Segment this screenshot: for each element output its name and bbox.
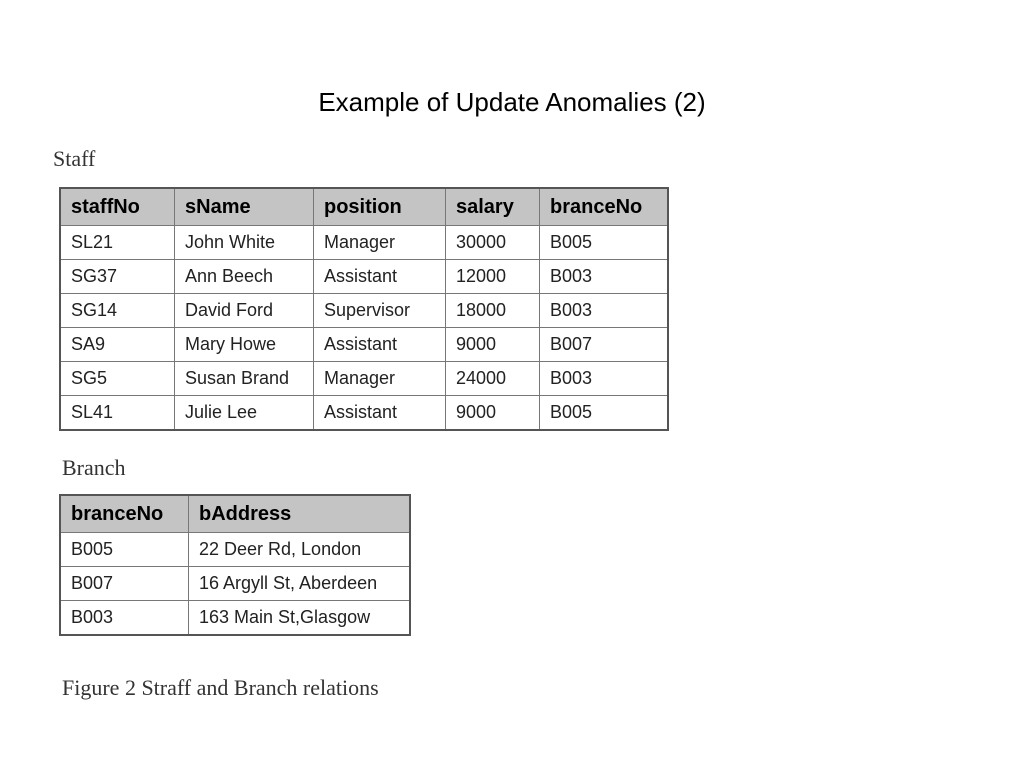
table-cell: SG37 <box>60 260 175 294</box>
table-cell: Supervisor <box>314 294 446 328</box>
table-cell: Mary Howe <box>175 328 314 362</box>
table-cell: Assistant <box>314 260 446 294</box>
table-row <box>60 362 668 396</box>
table-cell: SL41 <box>60 396 175 431</box>
column-header: salary <box>446 188 540 226</box>
table-cell: 24000 <box>446 362 540 396</box>
table-row <box>60 396 668 431</box>
column-header: branceNo <box>60 495 189 533</box>
column-header: position <box>314 188 446 226</box>
table-header-row <box>60 495 410 533</box>
table-cell: 12000 <box>446 260 540 294</box>
table-row <box>60 567 410 601</box>
table-cell: SG14 <box>60 294 175 328</box>
table-cell: B005 <box>60 533 189 567</box>
table-cell: Assistant <box>314 328 446 362</box>
table-cell: B003 <box>540 294 669 328</box>
table-cell: John White <box>175 226 314 260</box>
table-row <box>60 226 668 260</box>
table-cell: 16 Argyll St, Aberdeen <box>189 567 411 601</box>
table-cell: Susan Brand <box>175 362 314 396</box>
figure-caption: Figure 2 Straff and Branch relations <box>62 675 379 700</box>
table-row <box>60 533 410 567</box>
table-cell: B005 <box>540 396 669 431</box>
table-cell: B003 <box>540 362 669 396</box>
table-header-row <box>60 188 668 226</box>
staff-relation-label: Staff <box>53 146 96 171</box>
table-row <box>60 328 668 362</box>
table-row <box>60 260 668 294</box>
staff-table <box>59 187 669 431</box>
table-cell: David Ford <box>175 294 314 328</box>
table-cell: 163 Main St,Glasgow <box>189 601 411 636</box>
column-header: branceNo <box>540 188 669 226</box>
column-header: staffNo <box>60 188 175 226</box>
slide-title: Example of Update Anomalies (2) <box>318 87 706 117</box>
table-row <box>60 601 410 636</box>
table-cell: 18000 <box>446 294 540 328</box>
table-cell: B005 <box>540 226 669 260</box>
table-cell: B003 <box>60 601 189 636</box>
table-cell: 9000 <box>446 396 540 431</box>
table-cell: SA9 <box>60 328 175 362</box>
table-cell: 30000 <box>446 226 540 260</box>
table-row <box>60 294 668 328</box>
branch-table <box>59 494 411 636</box>
table-cell: Ann Beech <box>175 260 314 294</box>
table-cell: SL21 <box>60 226 175 260</box>
table-cell: SG5 <box>60 362 175 396</box>
table-cell: Julie Lee <box>175 396 314 431</box>
table-cell: B003 <box>540 260 669 294</box>
table-cell: Manager <box>314 226 446 260</box>
table-cell: B007 <box>540 328 669 362</box>
table-cell: B007 <box>60 567 189 601</box>
table-cell: 22 Deer Rd, London <box>189 533 411 567</box>
table-cell: Manager <box>314 362 446 396</box>
table-cell: Assistant <box>314 396 446 431</box>
table-cell: 9000 <box>446 328 540 362</box>
branch-relation-label: Branch <box>62 455 126 480</box>
column-header: bAddress <box>189 495 411 533</box>
column-header: sName <box>175 188 314 226</box>
